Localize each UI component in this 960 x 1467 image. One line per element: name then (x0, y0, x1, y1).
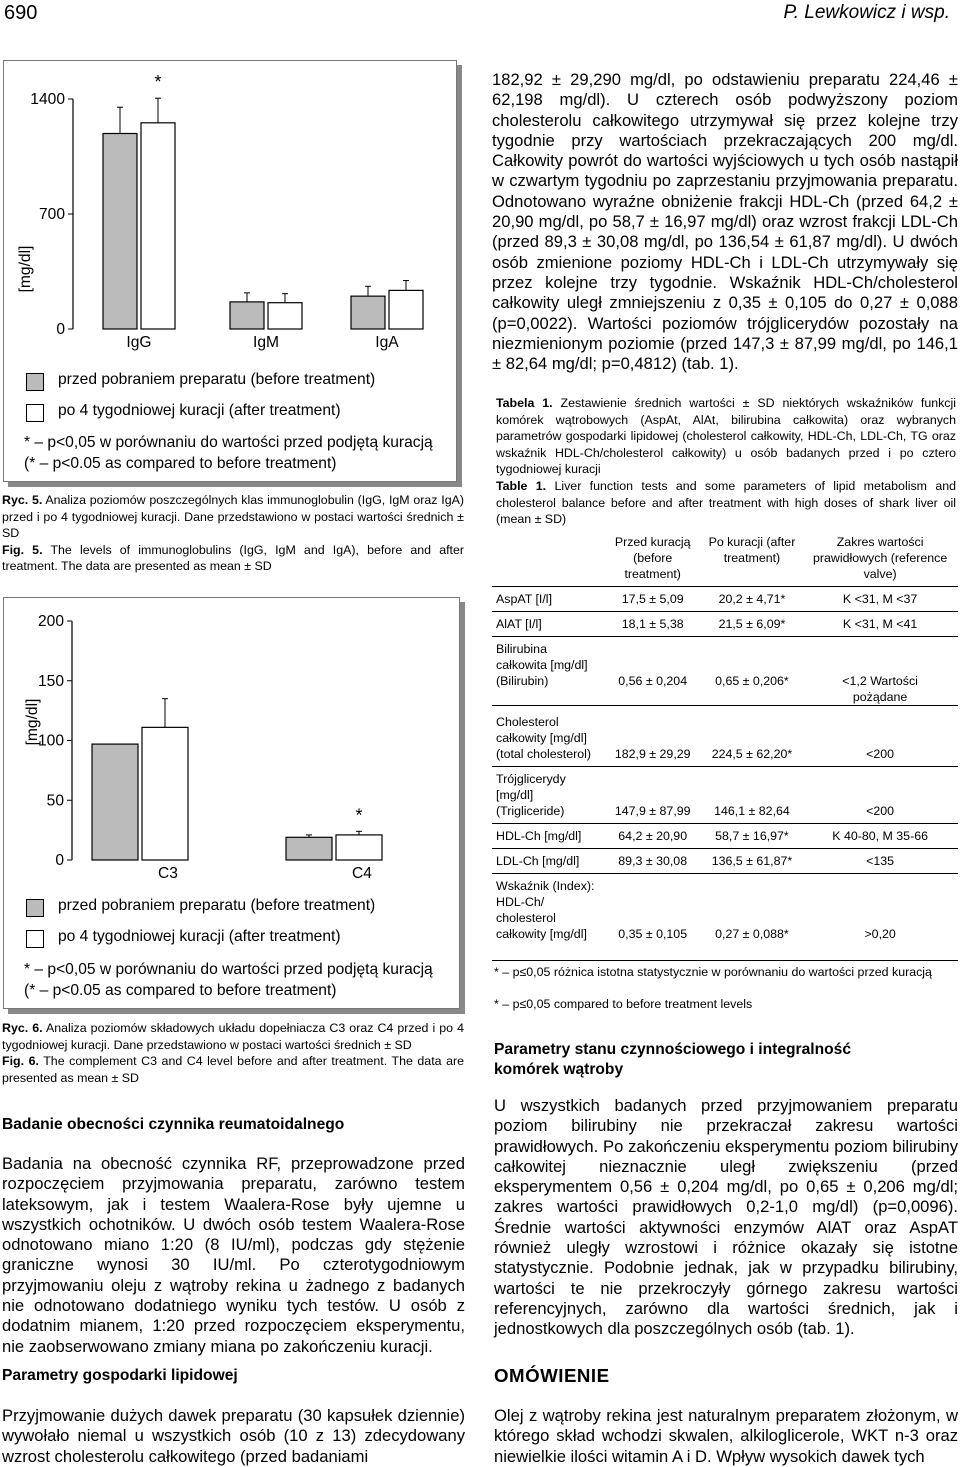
section-text-lipid: Przyjmowanie dużych dawek preparatu (30 kapsułek dziennie) wywołało niemal u wszystkich osób (10 z 13) zdecydowany wzrost cholesterolu całkowitego (przed badaniami (2, 1406, 465, 1466)
fig6-category-labels (158, 865, 372, 882)
fig6-bars (92, 699, 382, 860)
table1-caption-pl: Zestawienie średnich wartości ± SD niektórych wskaźników funkcji komórek wątrobowych (AspAt, AlAt, bilirubina całkowita) oraz wybranych parametrów gospodarki lipidowej (cholesterol całkowity, HDL-Ch, LDL-Ch, TG oraz wskaźnik HDL-Ch/cholesterol całkowity) u osób badanych przed i po cztero tygodniowej kuracji (496, 396, 957, 477)
y-tick-label: 50 (46, 792, 64, 810)
legend-before-label: przed pobraniem preparatu (before treatment) (58, 371, 376, 388)
significance-note-pl: * – p<0,05 w porównaniu do wartości przed podjętą kuracją (24, 434, 433, 451)
fig6-caption-en-label: Fig. 6. (2, 1054, 39, 1069)
table-cell: Cholesterol całkowity [mg/dl] (total cholesterol) (492, 706, 604, 767)
table-cell: Wskaźnik (Index): HDL-Ch/ cholesterol całkowity [mg/dl] (492, 874, 604, 947)
table-1 (492, 534, 958, 946)
table-header-row (492, 534, 958, 587)
y-tick-label: 200 (37, 613, 64, 630)
significance-note-pl: * – p<0,05 w porównaniu do wartości przed podjętą kuracją (24, 961, 433, 978)
fig6-caption-en-text: The complement C3 and C4 level before and after treatment. The data are presented as mean ± SD (2, 1054, 464, 1085)
table-cell: <200 (802, 706, 958, 767)
fig6-y-ticks (38, 613, 72, 869)
table-cell: 0,35 ± 0,105 (604, 874, 702, 947)
fig5-caption-en-text: The levels of immunoglobulins (IgG, IgM and IgA), before and after treatment. The data are presented as mean ± SD (2, 542, 464, 574)
y-tick-label: 150 (37, 672, 64, 690)
y-tick-label: 0 (55, 852, 64, 869)
category-label-C4: C4 (352, 865, 372, 882)
bar-IgG-before (103, 134, 137, 330)
table-cell: 0,27 ± 0,088* (702, 874, 803, 947)
table-cell: K 40-80, M 35-66 (802, 824, 958, 849)
table-cell: 146,1 ± 82,64 (702, 767, 803, 824)
section-text-liver: U wszystkich badanych przed przyjmowaniem preparatu poziom bilirubiny nie przekraczał zakresu wartości prawidłowych. Po zakończeniu eksperymentu poziom bilirubiny całkowitej nieznacznie uległ zwiększeniu (przed eksperymentem 0,56 ± 0,204 mg/dl, po 0,65 ± 0,206 mg/dl; zakres wartości prawidłowych 0,2-1,0 mg/dl) (p=0,0096). Średnie wartości aktywności enzymów AlAT oraz AspAT również uległy wzrostowi i różnice okazały się istotne statystycznie. Podobnie jednak, jak w przypadku bilirubiny, wartości te nie przekroczyły górnego zakresu wartości referencyjnych, zarówno dla wartości średnich, jak i jednostkowych dla poszczególnych osób (tab. 1). (494, 1096, 958, 1339)
legend-before-swatch (26, 899, 44, 917)
section-text-discussion: Olej z wątroby rekina jest naturalnym preparatem złożonym, w którego skład wchodzi skwalen, alkiloglicerole, WKT n-3 oraz niewielkie ilości witamin A i D. Wpływ wysokich dawek tych (494, 1406, 958, 1466)
legend-before-swatch (26, 373, 44, 391)
table-row (492, 706, 958, 767)
category-label-IgM: IgM (253, 334, 279, 351)
fig5-caption-en-label: Fig. 5. (2, 542, 43, 557)
table-row (492, 612, 958, 637)
table-cell: 58,7 ± 16,97* (702, 824, 803, 849)
bar-C3-after (142, 727, 188, 860)
fig6-ylabel: [mg/dl] (24, 698, 41, 746)
table-row (492, 824, 958, 849)
table-cell: >0,20 (802, 874, 958, 947)
y-tick-label: 0 (56, 321, 65, 338)
table-cell: Trójglicerydy [mg/dl] (Trigliceride) (492, 767, 604, 824)
legend-after-label: po 4 tygodniowej kuracji (after treatment) (58, 402, 341, 419)
table-cell: HDL-Ch [mg/dl] (492, 824, 604, 849)
fig5-ylabel: [mg/dl] (17, 245, 34, 293)
figure-6-caption (2, 1020, 464, 1086)
fig6-caption-pl-label: Ryc. 6. (2, 1021, 43, 1035)
fig6-caption-pl-text: Analiza poziomów składowych układu dopełniacza C3 oraz C4 przed i po 4 tygodniowej kuracji. Dane przedstawiono w postaci wartości średnich ± SD (2, 1021, 465, 1052)
fig5-bars (103, 72, 423, 329)
bar-IgA-before (351, 296, 385, 329)
legend-before-label: przed pobraniem preparatu (before treatment) (58, 897, 376, 914)
bar-IgA-after (389, 290, 423, 329)
bar-IgG-after (141, 123, 175, 329)
fig5-caption-pl-label: Ryc. 5. (2, 493, 43, 507)
bar-C3-before (92, 744, 138, 860)
table-cell: K <31, M <37 (802, 587, 958, 612)
table-row (492, 587, 958, 612)
table-cell: 20,2 ± 4,71* (702, 587, 803, 612)
table-bottom-rule (492, 960, 958, 961)
significance-note-en: (* – p<0.05 as compared to before treatment) (24, 455, 337, 472)
table-cell: 0,56 ± 0,204 (604, 637, 702, 706)
fig5-y-ticks (30, 91, 73, 338)
bar-C4-after (336, 835, 382, 860)
table-cell: 89,3 ± 30,08 (604, 849, 702, 874)
figure-5-caption (2, 492, 464, 575)
table-cell: <1,2 Wartości pożądane (802, 637, 958, 706)
table-cell: 17,5 ± 5,09 (604, 587, 702, 612)
section-heading-liver: Parametry stanu czynnościowego i integralność komórek wątroby (494, 1041, 852, 1078)
table1-caption-en: Liver function tests and some parameters of lipid metabolism and cholesterol balance before and after treatment with high doses of shark liver oil (mean ± SD) (496, 478, 956, 527)
table-cell: K <31, M <41 (802, 612, 958, 637)
figure-5-box (3, 60, 457, 482)
legend-after-swatch (26, 404, 44, 422)
legend-after-label: po 4 tygodniowej kuracji (after treatment) (58, 928, 341, 945)
table-cell: 182,9 ± 29,29 (604, 706, 702, 767)
fig5-category-labels (126, 334, 399, 351)
table-row (492, 767, 958, 824)
table-cell: 18,1 ± 5,38 (604, 612, 702, 637)
y-tick-label: 100 (37, 732, 64, 750)
fig5-caption-pl-text: Analiza poziomów poszczególnych klas immunoglobulin (IgG, IgM oraz IgA) przed i po 4 tygodniowej kuracji. Dane przedstawiono w postaci wartości średnich ± SD (2, 493, 464, 541)
table-cell: AspAT [I/l] (492, 587, 604, 612)
table-cell: AlAT [I/l] (492, 612, 604, 637)
y-tick-label: 1400 (30, 91, 65, 108)
significance-star: * (355, 805, 363, 826)
category-label-IgG: IgG (126, 334, 152, 351)
significance-note-en: (* – p<0.05 as compared to before treatment) (24, 982, 337, 999)
right-column-paragraph: 182,92 ± 29,290 mg/dl, po odstawieniu preparatu 224,46 ± 62,198 mg/dl). U czterech osób podwyższony poziom cholesterolu całkowitego utrzymywał się przez kolejne trzy tygodnie przy wartościach przekraczających 200 mg/dl. Całkowity powrót do wartości wyjściowych u tych osób nastąpił w czwartym tygodniu po zaprzestaniu przyjmowania preparatu. Odnotowano wyraźne obniżenie frakcji HDL-Ch (przed 64,2 ± 20,90 mg/dl, po 58,7 ± 16,97 mg/dl) oraz wzrost frakcji LDL-Ch (przed 89,3 ± 30,08 mg/dl, po 136,54 ± 61,87 mg/dl). U dwóch osób zmienione poziomy HDL-Ch i LDL-Ch utrzymywały się przez kolejne trzy tygodnie. Wskaźnik HDL-Ch/cholesterol całkowity uległ zmniejszeniu z 0,35 ± 0,105 do 0,27 ± 0,088 (p=0,0022). Wartości poziomów trójglicerydów pozostały na niezmienionym poziomie (przed 147,3 ± 87,99 mg/dl, po 146,1 ± 82,64 mg/dl; p=0,4812) (tab. 1). (492, 70, 958, 374)
table-header-cell: Po kuracji (after treatment) (708, 535, 796, 565)
figure-5-chart (4, 61, 456, 361)
section-heading-lipid: Parametry gospodarki lipidowej (2, 1367, 238, 1384)
bar-C4-before (286, 837, 332, 860)
table-cell: 64,2 ± 20,90 (604, 824, 702, 849)
section-heading-discussion: OMÓWIENIE (494, 1365, 610, 1386)
table-cell: 136,5 ± 61,87* (702, 849, 803, 874)
table-cell: 0,65 ± 0,206* (702, 637, 803, 706)
table1-caption-pl-label: Tabela 1. (496, 396, 553, 410)
bar-IgM-after (268, 303, 302, 329)
table-cell: 147,9 ± 87,99 (604, 767, 702, 824)
section-heading-rf: Badanie obecności czynnika reumatoidalnego (2, 1116, 345, 1133)
table-header-cell: Zakres wartości prawidłowych (reference valve) (812, 535, 948, 581)
table-cell: <135 (802, 849, 958, 874)
table-cell: LDL-Ch [mg/dl] (492, 849, 604, 874)
section-text-rf: Badania na obecność czynnika RF, przeprowadzone przed rozpoczęciem przyjmowania preparatu, zarówno testem lateksowym, jak i testem Waalera-Rose były ujemne u wszystkich ochotników. U dwóch osób testem Waalera-Rose odnotowano miano 1:20 (8 IU/ml), podczas gdy stężenie graniczne wynosi 30 IU/ml. Po czterotygodniowym przyjmowaniu oleju z wątroby rekina u żadnego z badanych nie odnotowano dodatniego wyniku tych testów. U osób z dodatnim mianem, 1:20 przed rozpoczęciem eksperymentu, nie zaobserwowano zmiany miana po zakończeniu kuracji. (2, 1154, 465, 1356)
table-1-caption (496, 395, 956, 528)
table-cell: <200 (802, 767, 958, 824)
table1-caption-en-label: Table 1. (496, 478, 547, 493)
table-footnote-en: * – p≤0,05 compared to before treatment levels (494, 997, 753, 1011)
table-cell: 224,5 ± 62,20* (702, 706, 803, 767)
legend-after-swatch (26, 930, 44, 948)
bar-IgM-before (230, 302, 264, 329)
page-number: 690 (4, 2, 38, 24)
table-row (492, 849, 958, 874)
figure-6-chart (4, 598, 459, 888)
y-tick-label: 700 (38, 206, 65, 223)
table-header-cell (492, 534, 604, 587)
significance-star: * (154, 72, 162, 93)
running-authors: P. Lewkowicz i wsp. (783, 2, 950, 23)
figure-6-box (3, 597, 460, 1009)
category-label-IgA: IgA (375, 334, 399, 351)
table-row (492, 874, 958, 947)
table-header-cell: Przed kuracją (before treatment) (614, 535, 691, 581)
table-cell: 21,5 ± 6,09* (702, 612, 803, 637)
category-label-C3: C3 (158, 865, 178, 882)
table-cell: Bilirubina całkowita [mg/dl] (Bilirubin) (492, 637, 604, 706)
table-footnote-pl: * – p≤0,05 różnica istotna statystycznie w porównaniu do wartości przed kuracją (494, 965, 932, 979)
table-row (492, 637, 958, 706)
